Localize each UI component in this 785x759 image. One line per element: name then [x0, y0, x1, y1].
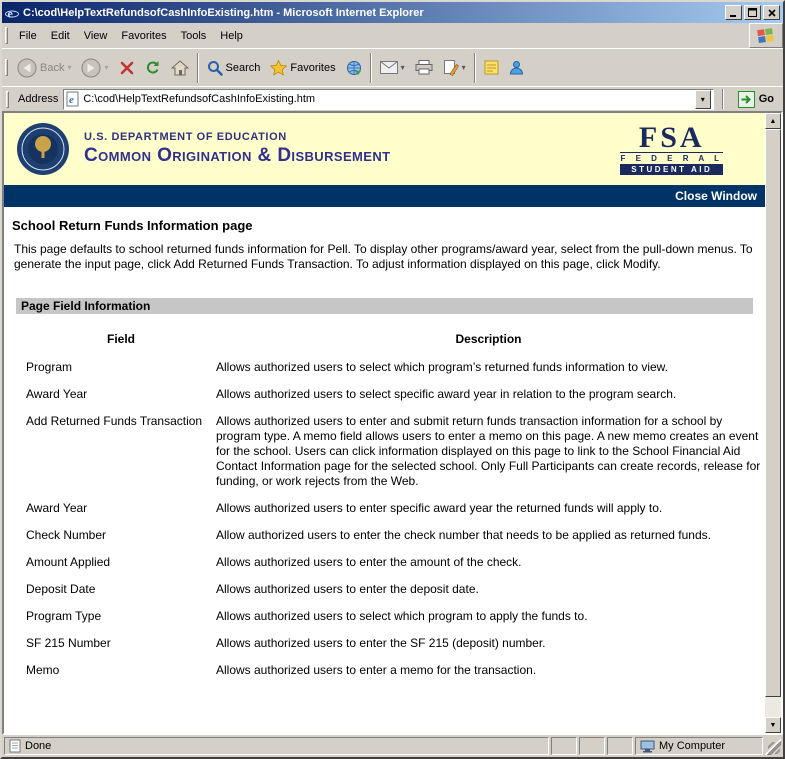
stop-button[interactable] — [114, 56, 140, 80]
menu-file[interactable]: File — [19, 29, 37, 42]
field-description: Allows authorized users to enter the amount of the check. — [216, 555, 522, 569]
go-arrow-icon — [738, 91, 755, 108]
toolbar-grip[interactable] — [5, 59, 8, 76]
my-computer-icon — [640, 740, 655, 753]
back-button[interactable] — [12, 54, 76, 82]
close-button[interactable] — [763, 5, 780, 20]
section-header: Page Field Information — [16, 298, 753, 314]
addressbar-separator — [722, 89, 724, 109]
forward-dropdown-icon[interactable]: ▾ — [104, 63, 109, 72]
address-dropdown-icon[interactable]: ▾ — [695, 90, 711, 109]
field-name: Award Year — [26, 387, 88, 401]
discuss-button[interactable] — [479, 56, 504, 79]
status-bar — [2, 735, 783, 757]
address-field — [63, 89, 713, 110]
field-name: SF 215 Number — [26, 636, 111, 650]
messenger-button[interactable] — [504, 56, 529, 79]
description-column-header: Description — [455, 332, 522, 346]
dept-of-education-seal-icon — [16, 122, 70, 176]
menu-tools[interactable]: Tools — [180, 29, 207, 42]
page-icon — [66, 91, 80, 107]
page-title: School Return Funds Information page — [12, 218, 253, 233]
toolbar-separator — [197, 53, 199, 83]
table-row — [26, 387, 765, 402]
field-description: Allows authorized users to select specific award year in relation to the program search. — [216, 387, 677, 401]
print-icon — [415, 60, 433, 75]
refresh-icon — [145, 60, 161, 76]
document-status-icon — [9, 739, 21, 753]
edit-button[interactable] — [438, 56, 471, 80]
edit-dropdown-icon[interactable]: ▾ — [461, 63, 466, 72]
field-name: Check Number — [26, 528, 107, 542]
status-text: Done — [25, 740, 52, 752]
dept-of-education-label: U.S. DEPARTMENT OF EDUCATION — [84, 131, 287, 143]
menu-favorites[interactable]: Favorites — [121, 29, 167, 42]
web-page — [4, 113, 765, 733]
security-zone-label: My Computer — [659, 740, 726, 752]
field-name: Memo — [26, 663, 60, 677]
refresh-button[interactable] — [140, 56, 166, 80]
field-name: Amount Applied — [26, 555, 111, 569]
menu-edit[interactable]: Edit — [50, 29, 70, 42]
scroll-down-icon[interactable]: ▼ — [765, 717, 781, 733]
history-button[interactable] — [341, 56, 367, 80]
mail-button[interactable] — [375, 57, 410, 78]
field-description: Allows authorized users to enter and submit return funds transaction information for a school by program type. A memo field allows users to enter a memo on this page. A new memo creates an event for the school. Users can click information displayed on this page to link to the School Financial Aid Contact Information page for the selected school. Only Full Participants can create records, release for funding, or work rejects from the Web. — [216, 414, 761, 488]
fsa-student-aid-label: STUDENT AID — [620, 164, 723, 175]
stop-icon — [119, 60, 135, 76]
status-pane-empty — [551, 737, 577, 755]
table-row — [26, 636, 765, 651]
scroll-up-icon[interactable]: ▲ — [765, 113, 781, 129]
field-description: Allow authorized users to enter the check number that needs to be applied as returned funds. — [216, 528, 711, 542]
mail-icon — [380, 61, 398, 74]
toolbar-separator — [370, 53, 372, 83]
field-name: Program Type — [26, 609, 102, 623]
field-description: Allows authorized users to enter specific award year the returned funds will apply to. — [216, 501, 663, 515]
menu-bar — [2, 23, 783, 48]
messenger-icon — [509, 60, 524, 75]
favorites-label: Favorites — [290, 61, 336, 74]
field-description: Allows authorized users to enter a memo for the transaction. — [216, 663, 537, 677]
intro-paragraph: This page defaults to school returned funds information for Pell. To display other programs/award year, select from the pull-down menus. To generate the input page, click Add Returned Funds Transaction. To adjust information displayed on this page, click Modify. — [14, 242, 753, 271]
field-name: Award Year — [26, 501, 88, 515]
table-row — [26, 609, 765, 624]
svg-text:e: e — [7, 6, 13, 20]
field-name: Add Returned Funds Transaction — [26, 414, 203, 428]
status-pane-empty — [607, 737, 633, 755]
favorites-button[interactable] — [265, 56, 340, 80]
home-button[interactable] — [166, 56, 194, 80]
go-button[interactable] — [732, 89, 780, 110]
windows-logo-icon — [749, 23, 783, 48]
discuss-icon — [484, 60, 499, 75]
maximize-button[interactable] — [744, 5, 761, 20]
toolbar-separator — [474, 53, 476, 83]
search-button[interactable] — [202, 56, 266, 80]
address-bar — [2, 86, 783, 111]
search-icon — [207, 60, 223, 76]
menubar-grip[interactable] — [5, 27, 8, 44]
field-description: Allows authorized users to enter the deposit date. — [216, 582, 479, 596]
address-label: Address — [18, 93, 59, 105]
close-window-link[interactable]: Close Window — [675, 189, 757, 203]
back-icon — [17, 58, 37, 78]
addressbar-grip[interactable] — [6, 91, 9, 108]
field-name: Deposit Date — [26, 582, 96, 596]
scrollbar-thumb[interactable] — [765, 129, 781, 697]
table-header-row — [26, 332, 765, 346]
browser-viewport — [2, 111, 783, 735]
window-resize-grip[interactable] — [765, 737, 781, 755]
home-icon — [171, 60, 189, 76]
go-label: Go — [758, 93, 774, 105]
window-title: C:\cod\HelpTextRefundsofCashInfoExisting.htm - Microsoft Internet Explorer — [23, 6, 424, 19]
cod-title: Common Origination & Disbursement — [84, 145, 391, 166]
status-pane — [4, 737, 549, 755]
menu-help[interactable]: Help — [220, 29, 243, 42]
svg-text:e: e — [69, 94, 75, 106]
forward-button[interactable] — [76, 54, 113, 82]
forward-icon — [81, 58, 101, 78]
status-pane-empty — [579, 737, 605, 755]
field-description: Allows authorized users to select which program’s returned funds information to view. — [216, 360, 668, 374]
favorites-star-icon — [270, 60, 287, 76]
security-zone-pane — [635, 737, 763, 755]
history-globe-icon — [346, 60, 362, 76]
fsa-logo — [620, 120, 723, 175]
print-button[interactable] — [410, 56, 438, 79]
navy-action-bar — [4, 185, 765, 207]
fsa-federal-label: F E D E R A L — [620, 153, 723, 163]
field-column-header: Field — [106, 332, 135, 346]
field-name: Program — [26, 360, 73, 374]
standard-toolbar — [2, 48, 783, 86]
back-label: Back — [40, 61, 65, 74]
fsa-logo-text: FSA — [638, 120, 705, 154]
minimize-button[interactable] — [725, 5, 742, 20]
table-row — [26, 501, 765, 516]
mail-dropdown-icon[interactable]: ▾ — [400, 63, 405, 72]
table-row — [26, 555, 765, 570]
table-row — [26, 582, 765, 597]
field-description: Allows authorized users to enter the SF 215 (deposit) number. — [216, 636, 546, 650]
ie-app-icon — [5, 6, 19, 20]
address-input[interactable] — [83, 93, 691, 105]
table-row — [26, 360, 765, 375]
vertical-scrollbar[interactable] — [765, 113, 781, 733]
cod-header-banner — [4, 113, 765, 185]
edit-icon — [443, 60, 459, 76]
title-bar — [2, 2, 783, 23]
back-dropdown-icon[interactable]: ▾ — [67, 63, 72, 72]
table-row — [26, 414, 765, 489]
menu-view[interactable]: View — [83, 29, 108, 42]
table-row — [26, 663, 765, 678]
search-label: Search — [225, 61, 261, 74]
field-description-table — [26, 332, 765, 678]
table-row — [26, 528, 765, 543]
field-description: Allows authorized users to select which program to apply the funds to. — [216, 609, 588, 623]
